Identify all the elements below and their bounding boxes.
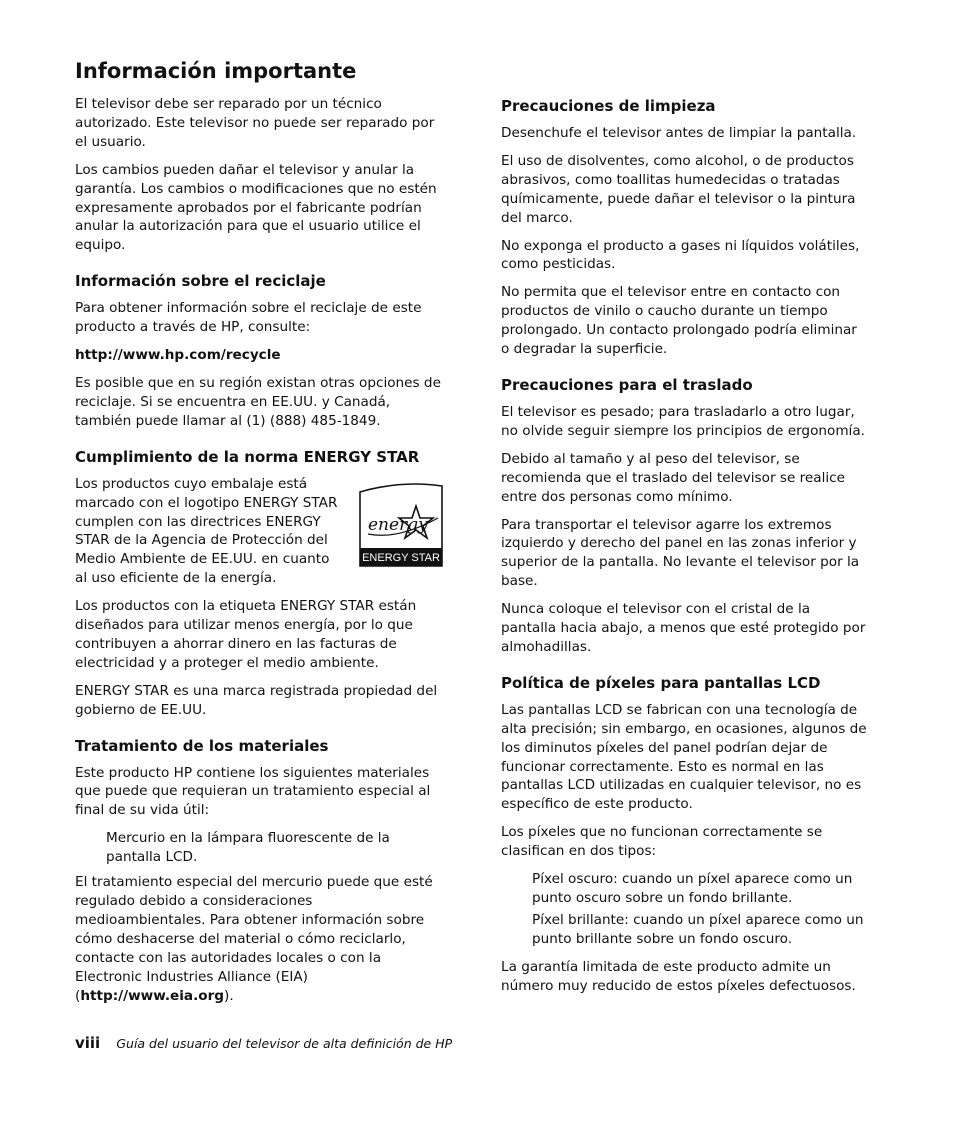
energy-star-block xyxy=(75,475,443,588)
eia-url-link[interactable]: http://www.eia.org xyxy=(80,987,225,1004)
pixel-list-item-dark: Píxel oscuro: cuando un píxel aparece como un punto oscuro sobre un fondo brillante. xyxy=(532,871,853,906)
intro-paragraph-2: Los cambios pueden dañar el televisor y anular la garantía. Los cambios o modificaciones que no estén expresamente aprobados por el fabricante podrían anular la autorización para que el usuario utilice el equipo. xyxy=(75,161,437,254)
moving-paragraph-2: Debido al tamaño y al peso del televisor, se recomienda que el traslado del televisor se realice entre dos personas como mínimo. xyxy=(501,450,846,505)
pixel-list-item-bright: Píxel brillante: cuando un píxel aparece como un punto brillante sobre un fondo oscuro. xyxy=(532,911,864,947)
energy-star-paragraph-3: ENERGY STAR es una marca registrada propiedad del gobierno de EE.UU. xyxy=(75,682,438,718)
materials-list-item: Mercurio en la lámpara fluorescente de la pantalla LCD. xyxy=(106,830,390,866)
materials-paragraph-2-text: El tratamiento especial del mercurio puede que esté regulado debido a consideraciones medioambientales. Para obtener información sobre cómo deshacerse del material o cómo reciclarlo, contacte con las autoridades locales o con la Electronic Industries Alliance (EIA) xyxy=(75,874,433,985)
page-title: Información importante xyxy=(75,59,357,83)
eia-url-open: ( xyxy=(75,987,81,1004)
cleaning-paragraph-2: El uso de disolventes, como alcohol, o de productos abrasivos, como toallitas humedecidas o tratadas químicamente, puede dañar el televisor o la pintura del marco. xyxy=(501,152,856,226)
energy-script-text: energy xyxy=(368,514,428,535)
page-footer xyxy=(75,1034,452,1052)
recycle-url-link[interactable]: http://www.hp.com/recycle xyxy=(75,347,281,364)
moving-paragraph-4: Nunca coloque el televisor con el cristal de la pantalla hacia abajo, a menos que esté protegido por almohadillas. xyxy=(501,601,866,655)
cleaning-paragraph-1: Desenchufe el televisor antes de limpiar la pantalla. xyxy=(501,125,857,141)
energy-star-paragraph-2: Los productos con la etiqueta ENERGY STAR están diseñados para utilizar menos energía, por lo que contribuyen a ahorrar dinero en las facturas de electricidad y a proteger el medio ambiente. xyxy=(75,598,417,671)
materials-paragraph-1: Este producto HP contiene los siguientes materiales que puede que requieran un tratamiento especial al final de su vida útil: xyxy=(75,764,431,819)
energy-star-logo-label: ENERGY STAR xyxy=(362,551,440,564)
energy-star-heading: Cumplimiento de la norma ENERGY STAR xyxy=(75,447,420,466)
energy-star-paragraph-1: Los productos cuyo embalaje está marcado con el logotipo ENERGY STAR cumplen con las directrices ENERGY STAR de la Agencia de Protección del Medio Ambiente de EE.UU. en cuanto al uso eficiente de la energía. xyxy=(75,475,338,587)
page-number: viii xyxy=(75,1034,101,1052)
intro-paragraph-1: El televisor debe ser reparado por un técnico autorizado. Este televisor no puede ser reparado por el usuario. xyxy=(75,96,435,150)
recycle-paragraph-2: Es posible que en su región existan otras opciones de reciclaje. Si se encuentra en EE.UU. y Canadá, también puede llamar al (1) (888) 485-1849. xyxy=(75,374,441,429)
eia-url-close: ). xyxy=(224,987,234,1004)
pixel-policy-heading: Política de píxeles para pantallas LCD xyxy=(501,673,821,692)
left-column xyxy=(75,95,443,1014)
recycle-heading: Información sobre el reciclaje xyxy=(75,272,326,291)
right-column xyxy=(501,95,869,1005)
moving-paragraph-1: El televisor es pesado; para trasladarlo a otro lugar, no olvide seguir siempre los principios de ergonomía. xyxy=(501,403,865,439)
recycle-paragraph-1: Para obtener información sobre el reciclaje de este producto a través de HP, consulte: xyxy=(75,300,422,336)
moving-paragraph-3: Para transportar el televisor agarre los extremos izquierdo y derecho del panel en las zonas inferior y superior de la pantalla. No levante el televisor por la base. xyxy=(501,516,860,590)
materials-paragraph-2 xyxy=(75,873,443,1005)
moving-heading: Precauciones para el traslado xyxy=(501,375,753,394)
pixel-paragraph-2: Los píxeles que no funcionan correctamente se clasifican en dos tipos: xyxy=(501,824,823,860)
energy-star-logo xyxy=(358,478,444,568)
cleaning-paragraph-4: No permita que el televisor entre en contacto con productos de vinilo o caucho durante un tiempo prolongado. Un contacto prolongado podría eliminar o degradar la superficie. xyxy=(501,284,857,358)
cleaning-paragraph-3: No exponga el producto a gases ni líquidos volátiles, como pesticidas. xyxy=(501,237,860,273)
pixel-paragraph-3: La garantía limitada de este producto admite un número muy reducido de estos píxeles defectuosos. xyxy=(501,958,856,994)
materials-heading: Tratamiento de los materiales xyxy=(75,736,329,755)
cleaning-heading: Precauciones de limpieza xyxy=(501,97,716,115)
pixel-paragraph-1: Las pantallas LCD se fabrican con una tecnología de alta precisión; sin embargo, en ocasiones, algunos de los diminutos píxeles del panel podrían dejar de funcionar correctamente. Esto es normal en las pantallas LCD utilizadas en cualquier televisor, no es específico de este producto. xyxy=(501,701,867,813)
footer-text: Guía del usuario del televisor de alta definición de HP xyxy=(116,1036,453,1051)
